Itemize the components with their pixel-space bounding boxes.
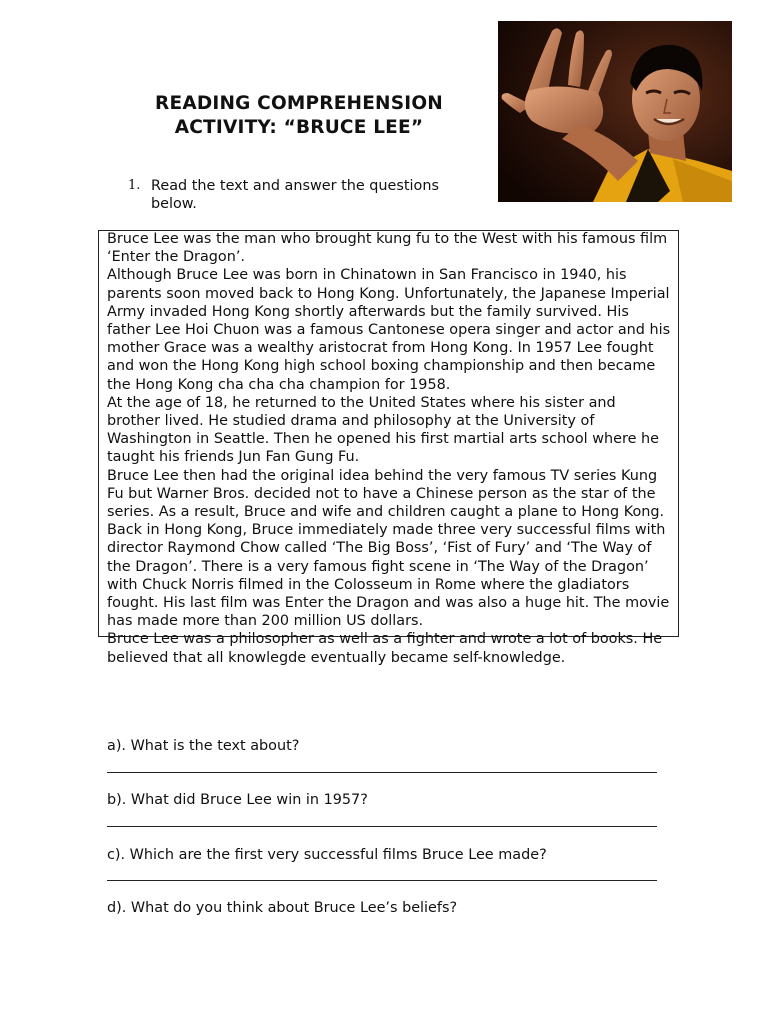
question-a: a). What is the text about? [107,738,300,754]
instruction [128,177,458,213]
instruction-number: 1. [128,178,141,193]
title-line-2: ACTIVITY: “BRUCE LEE” [174,117,424,138]
reading-paragraph: Bruce Lee was the man who brought kung fu to the West with his famous film ‘Enter the Dragon’. [107,231,668,266]
instruction-text: Read the text and answer the questions below. [151,178,439,212]
bruce-lee-photo [498,21,732,202]
reading-paragraph: At the age of 18, he returned to the United States where his sister and brother lived. He studied drama and philosophy at the University of Washington in Seattle. Then he opened his first martial arts school where he taught his friends Jun Fan Gung Fu. [107,394,659,466]
question-c: c). Which are the first very successful films Bruce Lee made? [107,847,547,863]
reading-paragraph: Bruce Lee was a philosopher as well as a fighter and wrote a lot of books. He believed that all knowlegde eventually became self-knowledge. [107,631,663,666]
question-d: d). What do you think about Bruce Lee’s beliefs? [107,900,458,916]
title-line-1: READING COMPREHENSION [155,93,443,114]
worksheet-title [120,92,478,140]
answer-line-c[interactable] [107,880,657,881]
reading-passage [107,230,673,667]
answer-line-a[interactable] [107,772,657,773]
answer-line-b[interactable] [107,826,657,827]
reading-paragraph: Bruce Lee then had the original idea behind the very famous TV series Kung Fu but Warner Bros. decided not to have a Chinese person as the star of the series. As a result, Bruce and wife and children caught a plane to Hong Kong. [107,467,665,521]
question-b: b). What did Bruce Lee win in 1957? [107,792,368,808]
reading-paragraph: Although Bruce Lee was born in Chinatown in San Francisco in 1940, his parents soon moved back to Hong Kong. Unfortunately, the Japanese Imperial Army invaded Hong Kong shortly afterwards but the family survived. His father Lee Hoi Chuon was a famous Cantonese opera singer and actor and his mother Grace was a wealthy aristocrat from Hong Kong. In 1957 Lee fought and won the Hong Kong high school boxing championship and then became the Hong Kong cha cha cha champion for 1958. [107,267,671,393]
reading-paragraph: Back in Hong Kong, Bruce immediately made three very successful films with director Raymond Chow called ‘The Big Boss’, ‘Fist of Fury’ and ‘The Way of the Dragon’. There is a very famous fight scene in ‘The Way of the Dragon’ with Chuck Norris filmed in the Colosseum in Rome where the gladiators fought. His last film was Enter the Dragon and was also a huge hit. The movie has made more than 200 million US dollars. [107,522,670,630]
